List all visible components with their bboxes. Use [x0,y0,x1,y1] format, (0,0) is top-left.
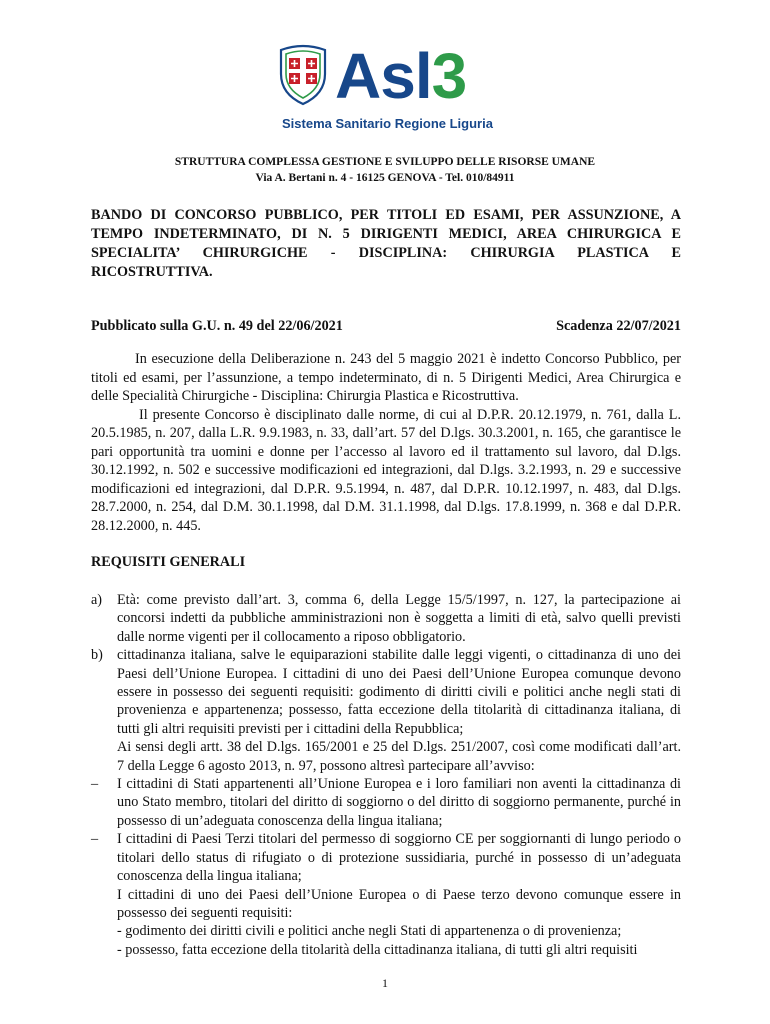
intro-section [91,350,681,535]
list-marker: a) [91,592,103,608]
list-item [91,830,681,885]
dash-marker: – [91,831,99,848]
requirement-citizenship: cittadinanza italiana, salve le equiparazioni stabilite dalle leggi vigenti, o cittadinanza di uno dei Paesi dell’Unione Europea. I cittadini di uno dei Paesi dell’Unione Europea comunque devono essere in possesso dei seguenti requisiti: godimento di diritti civili e politici anche negli stati di provenienza e appartenenza; possesso, fatta eccezione della titolarità di cittadinanza italiana, di tutti gli altri requisiti previsti per i cittadini della Repubblica; [117,647,681,737]
requirement-age: Età: come previsto dall’art. 3, comma 6, della Legge 15/5/1997, n. 127, la partecipazione ai concorsi indetti da pubbliche amministrazioni non è soggetta a limiti di età, salvo quelli previsti dalle norme vigenti per il collocamento a riposo obbligatorio. [117,592,681,645]
liguria-shield-icon [277,44,329,106]
logo-wordmark-suffix: 3 [431,40,467,112]
list-item [91,646,681,738]
list-marker: b) [91,647,103,664]
eu-citizens-clause: I cittadini di Stati appartenenti all’Unione Europea e i loro familiari non aventi la cittadinanza di uno Stato membro, titolari del diritto di soggiorno o del diritto di soggiorno permanente, purché in possesso di un’adeguata conoscenza della lingua italiana; [117,776,681,829]
list-item [91,775,681,830]
requirements-list [91,591,681,959]
publication-row [91,318,681,335]
document-title: BANDO DI CONCORSO PUBBLICO, PER TITOLI ED ESAMI, PER ASSUNZIONE, A TEMPO INDETERMINATO, DI N. 5 DIRIGENTI MEDICI, AREA CHIRURGICA E SPECIALITA’ CHIRURGICHE - DISCIPLINA: CHIRURGIA PLASTICA E RICOSTRUTTIVA. [91,207,681,280]
logo-wordmark [335,40,466,112]
sub-requirement-2: - possesso, fatta eccezione della titolarità della cittadinanza italiana, di tutti gli altri requisiti [117,941,638,958]
list-item [91,591,681,646]
requirements-heading: REQUISITI GENERALI [91,554,246,570]
department-address: Via A. Bertani n. 4 - 16125 GENOVA - Tel. 010/84911 [255,172,515,184]
deadline-info: Scadenza 22/07/2021 [556,318,681,334]
logo-subtitle: Sistema Sanitario Regione Liguria [282,116,493,131]
logo-wordmark-prefix: Asl [335,40,432,112]
department-name: STRUTTURA COMPLESSA GESTIONE E SVILUPPO DELLE RISORSE UMANE [174,156,596,168]
publication-info: Pubblicato sulla G.U. n. 49 del 22/06/2021 [91,318,343,334]
asl3-logo [277,40,497,136]
page-number: 1 [382,976,388,990]
closing-requirements: I cittadini di uno dei Paesi dell’Unione Europea o di Paese terzo devono comunque essere in possesso dei seguenti requisiti: [117,886,681,921]
intro-paragraph-1: In esecuzione della Deliberazione n. 243 del 5 maggio 2021 è indetto Concorso Pubblico, per titoli ed esami, per l’assunzione, a tempo indeterminato, di n. 5 Dirigenti Medici, Area Chirurgica e delle Specialità Chirurgiche - Disciplina: Chirurgia Plastica e Ricostruttiva. [91,351,681,404]
third-country-clause: I cittadini di Paesi Terzi titolari del permesso di soggiorno CE per soggiornanti di lungo periodo o titolari dello status di rifugiato o di protezione sussidiaria, purché in possesso di un’adeguata conoscenza della lingua italiana; [117,831,681,885]
citizenship-continuation: Ai sensi degli artt. 38 del D.lgs. 165/2001 e 25 del D.lgs. 251/2007, così come modificati dall’art. 7 della Legge 6 agosto 2013, n. 97, possono altresì partecipare all’avviso: [117,739,681,774]
dash-marker: – [91,776,99,793]
intro-paragraph-2: Il presente Concorso è disciplinato dalle norme, di cui al D.P.R. 20.12.1979, n. 761, dalla L. 20.5.1985, n. 207, dalla L.R. 9.9.1983, n. 33, dall’art. 57 del D.lgs. 30.3.2001, n. 165, che garantisce le pari opportunità tra uomini e donne per l’accesso al lavoro ed il trattamento sul lavoro, dal D.lgs. 30.12.1992, n. 502 e successive modificazioni ed integrazioni, dal D.lgs. 3.2.1993, n. 29 e successive modificazioni ed integrazioni, dal D.P.R. 9.5.1994, n. 487, dal D.P.R. 10.12.1997, n. 483, dal D.lgs. 28.7.2000, n. 254, dal D.M. 30.1.1998, dal D.M. 31.1.1998, dal D.lgs. 17.8.1999, n. 368 e dal D.P.R. 28.12.2000, n. 445. [91,406,681,534]
sub-requirement-1: - godimento dei diritti civili e politici anche negli Stati di appartenenza o di provenienza; [117,923,622,940]
